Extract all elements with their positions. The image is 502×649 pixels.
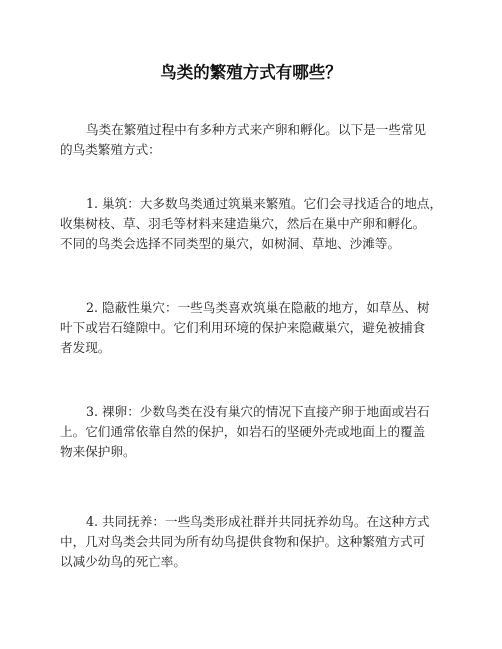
paragraph-line: 叶下或岩石缝隙中。它们利用环境的保护来隐藏巢穴，避免被捕食 — [60, 320, 426, 335]
list-item-hidden-nest — [60, 298, 452, 358]
list-item-nest-building — [60, 194, 452, 254]
paragraph-line: 的鸟类繁殖方式： — [60, 142, 161, 157]
paragraph-line: 上。它们通常依靠自然的保护，如岩石的坚硬外壳或地面上的覆盖 — [60, 424, 426, 439]
paragraph-line: 物来保护卵。 — [60, 444, 136, 459]
paragraph-line: 不同的鸟类会选择不同类型的巢穴，如树洞、草地、沙滩等。 — [60, 236, 401, 251]
paragraph-line: 者发现。 — [60, 340, 111, 355]
page-title: 鸟类的繁殖方式有哪些？ — [160, 63, 342, 82]
paragraph-line: 1. 巢筑：大多数鸟类通过筑巢来繁殖。它们会寻找适合的地点， — [86, 196, 443, 211]
paragraph-line: 3. 裸卵：少数鸟类在没有巢穴的情况下直接产卵于地面或岩石 — [86, 404, 430, 419]
paragraph-line: 收集树枝、草、羽毛等材料来建造巢穴，然后在巢中产卵和孵化。 — [60, 216, 426, 231]
intro-paragraph — [60, 120, 452, 160]
paragraph-line: 以减少幼鸟的死亡率。 — [60, 554, 186, 569]
paragraph-line: 中，几对鸟类会共同为所有幼鸟提供食物和保护。这种繁殖方式可 — [60, 534, 426, 549]
paragraph-line: 2. 隐蔽性巢穴：一些鸟类喜欢筑巢在隐蔽的地方，如草丛、树 — [86, 300, 430, 315]
list-item-bare-eggs — [60, 402, 452, 462]
list-item-cooperative-rearing — [60, 512, 452, 572]
paragraph-line: 4. 共同抚养：一些鸟类形成社群并共同抚养幼鸟。在这种方式 — [86, 514, 430, 529]
paragraph-line: 鸟类在繁殖过程中有多种方式来产卵和孵化。以下是一些常见 — [86, 122, 427, 137]
